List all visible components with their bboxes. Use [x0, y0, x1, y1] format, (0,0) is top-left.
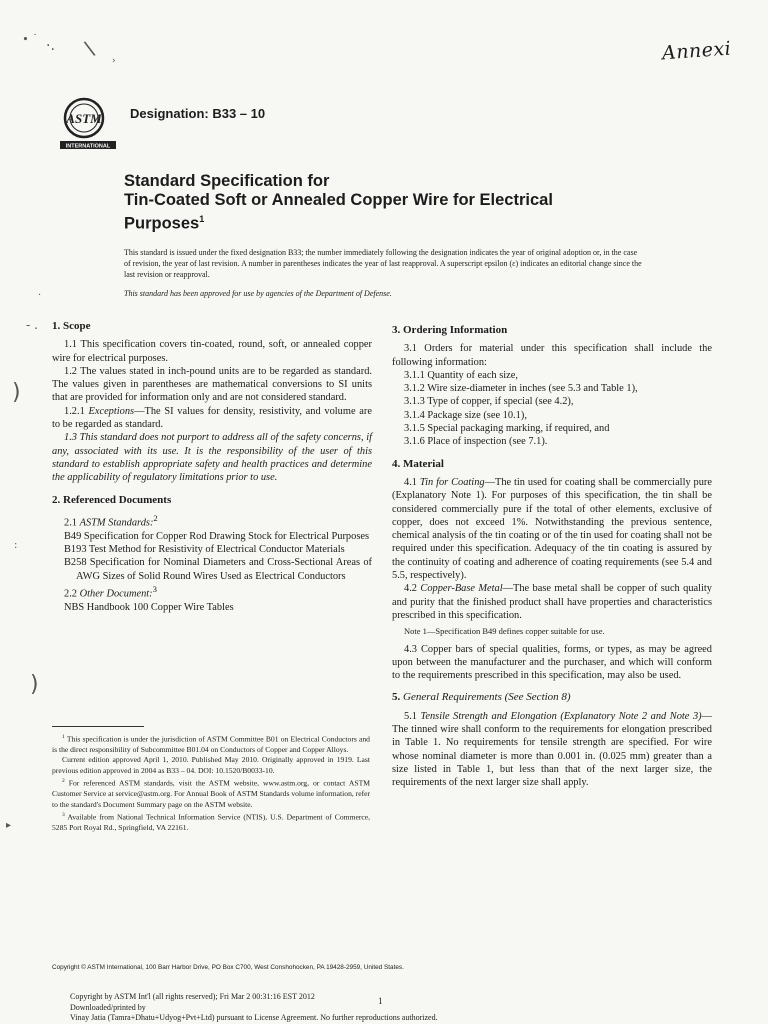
paragraph-3-1: 3.1 Orders for material under this specification shall include the following information: [392, 343, 712, 368]
download-line-3: Vinay Jatia (Tamra+Dhatu+Udyog+Pvt+Ltd) pursuant to License Agreement. No further reproductions authorized. [70, 1013, 438, 1022]
section-heading-scope: 1. Scope [52, 320, 91, 332]
scan-speck: - . [26, 318, 38, 332]
approval-note: This standard has been approved for use by agencies of the Department of Defense. [124, 289, 392, 298]
paragraph-2-1: 2.1 ASTM Standards:$^2$ [64, 512, 158, 529]
svg-text:INTERNATIONAL: INTERNATIONAL [65, 143, 111, 150]
footnote-3: $^3$ Available from National Technical Information Service (NTIS), U.S. Department of Commerce, 5285 Port Royal Rd., Springfield, VA 22161. [52, 811, 370, 832]
section-heading-general-requirements: 5. General Requirements (See Section 8) [392, 691, 571, 704]
paragraph-5-1: 5.1 Tensile Strength and Elongation (Explanatory Note 2 and Note 3)—The tinned wire shall conform to the requirements for elongation prescribed in Table 1. No requirements for tensile strength are specified. For wire whose nominal diameter is more than 0.001 in. (0.025 mm) greater than a size listed in Table 1, but less than that of the next larger size, the requirements of the next larger size shall apply. [392, 710, 712, 789]
paragraph-1-3: 1.3 This standard does not purport to address all of the safety concerns, if any, associated with its use. It is the responsibility of the user of this standard to establish appropriate safety and health practices and determine the applicability of regulatory limitations prior to use. [52, 432, 372, 484]
page-number: 1 [378, 996, 383, 1006]
reference-nbs: NBS Handbook 100 Copper Wire Tables [64, 601, 234, 613]
paragraph-4-2: 4.2 Copper-Base Metal—The base metal shall be copper of such quality and purity that the finished product shall have properties and characteristics prescribed in this specification. [392, 583, 712, 621]
designation: Designation: B33 – 10 [130, 106, 266, 121]
paragraph-4-3: 4.3 Copper bars of special qualities, forms, or types, as may be agreed upon between the manufacturer and the purchaser, and which will conform to the requirements prescribed in this specification, may also be used. [392, 643, 712, 682]
paragraph-4-1: 4.1 Tin for Coating—The tin used for coating shall be commercially pure (Explanatory Note 1). For purposes of this specification, the tin shall be considered commercially pure if the total of other elements, exclusive of copper, does not exceed 1%. Notwithstanding the previous sentence, chemical analysis of the tin coating or of the tin used for coating shall not be required under this specification. Adequacy of the tin coating is assured by the continuity of coating and adherence of coating requirements (see 5.4 and 5.5, respectively). [392, 476, 713, 582]
section-heading-referenced-documents: 2. Referenced Documents [52, 493, 172, 506]
footnote-1: $^1$ This specification is under the jurisdiction of ASTM Committee B01 on Electrical Conductors and is the direct responsibility of Subcommittee B01.04 on Conductors of Copper and Copper Alloys. [52, 734, 370, 754]
ordering-item: 3.1.6 Place of inspection (see 7.1). [404, 436, 548, 448]
issue-note: This standard is issued under the fixed designation B33; the number immediately following the designation indicates the year of original adoption or, in the case of revision, the year of last revision. A number in parentheses indicates the year of last reapproval. A superscript epsilon (ε) indicates an editorial change since the last revision or reapproval. [124, 248, 642, 279]
section-heading-material: 4. Material [392, 457, 444, 470]
paragraph-1-2-1: 1.2.1 Exceptions—The SI values for density, resistivity, and volume are to be regarded as standard. [52, 405, 372, 431]
paragraph-2-2: 2.2 Other Document:$^3$ [64, 583, 157, 600]
download-line-2: Downloaded/printed by [70, 1002, 146, 1012]
title-line-1: Standard Specification for [124, 172, 330, 190]
section-heading-ordering: 3. Ordering Information [392, 324, 508, 336]
left-column [52, 320, 372, 614]
scan-speck: ▸ [6, 820, 12, 831]
scan-speck: ·. [46, 38, 55, 54]
scan-speck: › [112, 56, 116, 66]
copyright-line: Copyright © ASTM International, 100 Barr Harbor Drive, PO Box C700, West Conshohocken, PA 19428-2959, United States. [52, 964, 404, 971]
paragraph-1-1: 1.1 This specification covers tin-coated, round, soft, or annealed copper wire for electrical purposes. [52, 339, 372, 364]
ordering-item: 3.1.5 Special packaging marking, if required, and [404, 423, 610, 435]
svg-text:ASTM: ASTM [66, 111, 102, 126]
footnote-divider [52, 726, 144, 727]
ordering-item: 3.1.1 Quantity of each size, [404, 369, 518, 381]
ordering-item: 3.1.4 Package size (see 10.1), [404, 409, 527, 421]
scan-slash: \ [82, 35, 97, 61]
handwritten-annotation: Annexi [661, 37, 732, 65]
footnote-1-edition: Current edition approved April 1, 2010. Published May 2010. Originally approved in 1919. Last previous edition approved in 2004 as B33 – 04. DOI: 10.1520/B0033-10. [52, 755, 370, 775]
paragraph-1-2: 1.2 The values stated in inch-pound units are to be regarded as standard. The values given in parentheses are mathematical conversions to SI units that are provided for information only and are not considered standard. [52, 365, 372, 404]
astm-logo [58, 96, 118, 150]
right-column [392, 324, 712, 790]
title-line-3: Purposes$^1$ [124, 214, 205, 233]
reference-b193: B193 Test Method for Resistivity of Electrical Conductor Materials [64, 543, 345, 555]
scan-speck: : [14, 540, 18, 551]
scan-speck: · [38, 290, 42, 301]
reference-b49: B49 Specification for Copper Rod Drawing Stock for Electrical Purposes [64, 530, 370, 542]
download-line-1: Copyright by ASTM Int'l (all rights reserved); Fri Mar 2 00:31:16 EST 2012 [70, 992, 315, 1001]
note-1: Note 1—Specification B49 defines copper suitable for use. [404, 626, 605, 637]
document-title [124, 172, 644, 234]
footnote-2: $^2$ For referenced ASTM standards, visit the ASTM website, www.astm.org, or contact ASTM Customer Service at service@astm.org. For Annual Book of ASTM Standards volume information, refer to the standard's Document Summary page on the ASTM website. [52, 778, 370, 809]
scan-speck: ∙ ˙ [22, 32, 38, 45]
scan-bracket: ) [12, 380, 21, 405]
reference-b258: B258 Specification for Nominal Diameters and Cross-Sectional Areas of AWG Sizes of Solid Round Wires Used as Electrical Conductors [64, 557, 372, 582]
title-line-2: Tin-Coated Soft or Annealed Copper Wire for Electrical [124, 191, 553, 209]
scan-bracket: ) [30, 672, 39, 697]
ordering-item: 3.1.2 Wire size-diameter in inches (see 5.3 and Table 1), [404, 383, 638, 395]
ordering-item: 3.1.3 Type of copper, if special (see 4.2), [404, 396, 574, 408]
footnotes [52, 732, 370, 833]
